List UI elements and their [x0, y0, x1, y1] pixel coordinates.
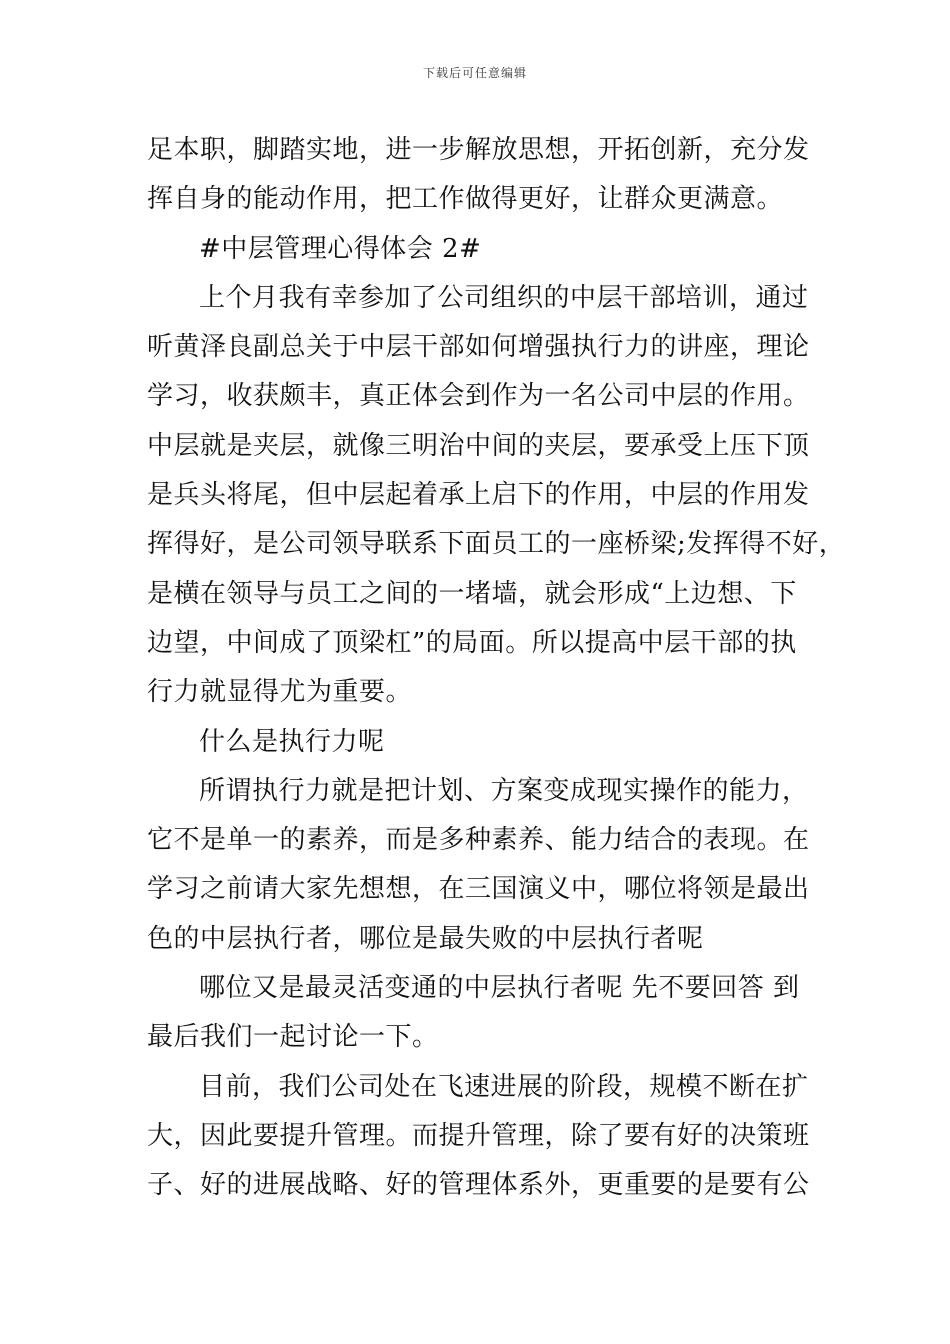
text-line: 所谓执行力就是把计划、方案变成现实操作的能力， [199, 775, 809, 806]
text-line: 哪位又是最灵活变通的中层执行者呢 先不要回答 到 [199, 973, 800, 1004]
text-line: 挥得好，是公司领导联系下面员工的一座桥梁;发挥得不好， [147, 529, 846, 560]
text-line: 挥自身的能动作用，把工作做得更好，让群众更满意。 [147, 184, 784, 215]
text-line: 它不是单一的素养，而是多种素养、能力结合的表现。在 [147, 825, 810, 856]
page-header: 下载后可任意编辑 [422, 66, 527, 80]
text-line: 子、好的进展战略、好的管理体系外，更重要的是要有公 [147, 1170, 810, 1201]
text-line: 色的中层执行者，哪位是最失败的中层执行者呢 [147, 923, 704, 954]
text-line: 学习之前请大家先想想，在三国演义中，哪位将领是最出 [147, 874, 810, 905]
text-line: 听黄泽良副总关于中层干部如何增强执行力的讲座，理论 [147, 332, 810, 363]
text-line: 什么是执行力呢 [199, 726, 385, 757]
text-line: 中层就是夹层，就像三明治中间的夹层，要承受上压下顶 [147, 430, 810, 461]
text-line: 是横在领导与员工之间的一堵墙，就会形成“上边想、下 [147, 578, 797, 609]
text-line: 是兵头将尾，但中层起着承上启下的作用，中层的作用发 [147, 480, 810, 511]
text-line: 学习，收获颇丰，真正体会到作为一名公司中层的作用。 [147, 381, 810, 412]
section-heading: #中层管理心得体会 2# [199, 233, 482, 264]
text-line: 上个月我有幸参加了公司组织的中层干部培训，通过 [199, 282, 809, 313]
text-line: 足本职，脚踏实地，进一步解放思想，开拓创新，充分发 [147, 135, 810, 165]
text-line: 目前，我们公司处在飞速进展的阶段，规模不断在扩 [199, 1071, 809, 1102]
text-line: 大，因此要提升管理。而提升管理，除了要有好的决策班 [147, 1120, 810, 1151]
body-text [147, 126, 846, 1211]
text-line: 边望，中间成了顶梁杠”的局面。所以提高中层干部的执 [147, 627, 797, 658]
text-line: 最后我们一起讨论一下。 [147, 1022, 439, 1053]
text-line: 行力就显得尤为重要。 [147, 677, 413, 708]
